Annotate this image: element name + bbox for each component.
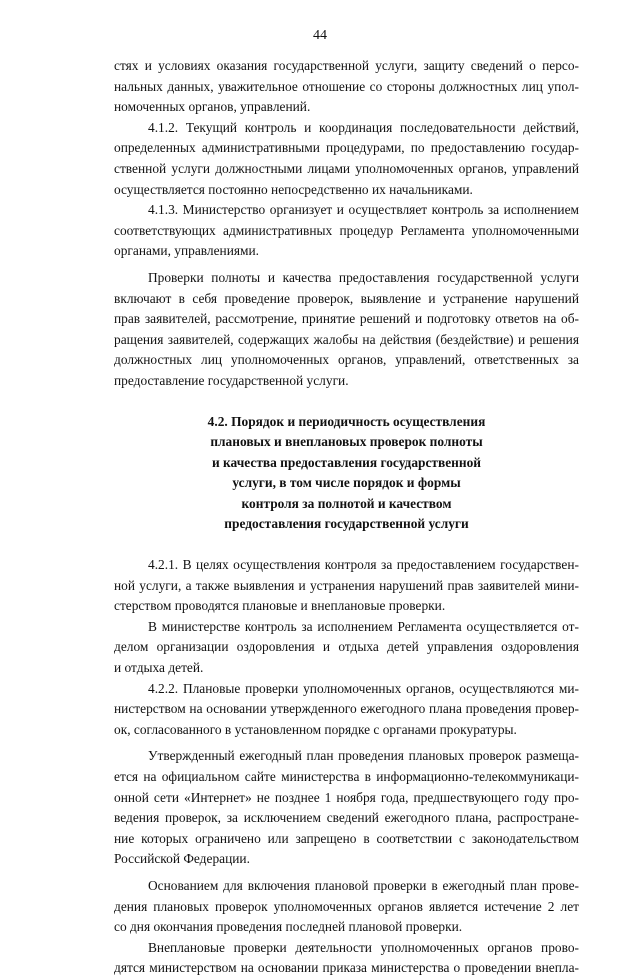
text-line: осуществляется постоянно непосредственно их начальниками. bbox=[114, 181, 473, 197]
text-line: органами, управлениями. bbox=[114, 243, 260, 259]
paragraph-intro-continuation bbox=[114, 56, 579, 118]
text-line: делом организации оздоровления и отдыха детей управления оздоровления bbox=[114, 639, 579, 655]
text-line: прав заявителей, рассмотрение, принятие решений и подготовку ответов на об- bbox=[114, 311, 579, 327]
text-line: включают в себя проведение проверок, выявление и устранение нарушений bbox=[114, 290, 579, 306]
text-line: ок, согласованного в установленном порядке с органами прокуратуры. bbox=[114, 721, 517, 737]
text-line: 4.2.1. В целях осуществления контроля за предоставлением государствен- bbox=[148, 557, 579, 573]
page-number: 44 bbox=[313, 28, 327, 43]
text-line: со дня окончания проведения последней плановой проверки. bbox=[114, 919, 463, 935]
paragraph-4-2-1 bbox=[114, 555, 579, 617]
text-line: ние которых ограничено или запрещено в соответствии с законодательством bbox=[114, 830, 579, 846]
paragraph-4-2-2 bbox=[114, 679, 579, 741]
section-heading-4-2 bbox=[114, 412, 579, 536]
text-line: нистерством на основании утвержденного ежегодного плана проведения провер- bbox=[114, 701, 579, 717]
text-line: 4.1.2. Текущий контроль и координация последовательности действий, bbox=[148, 119, 579, 135]
text-line: дения плановых проверок уполномоченных органов является истечение 2 лет bbox=[114, 898, 579, 914]
paragraph-unplanned-checks bbox=[114, 938, 579, 979]
text-line: 4.2.2. Плановые проверки уполномоченных органов, осуществляются ми- bbox=[148, 680, 579, 696]
paragraph-4-1-2 bbox=[114, 118, 579, 200]
paragraph-inclusion-basis bbox=[114, 876, 579, 938]
heading-line: и качества предоставления государственной bbox=[211, 454, 481, 470]
text-line: Основанием для включения плановой проверки в ежегодный план прове- bbox=[148, 877, 579, 893]
text-line: предоставление государственной услуги. bbox=[114, 372, 349, 388]
text-line: и отдыха детей. bbox=[114, 660, 204, 676]
paragraph-4-1-3 bbox=[114, 200, 579, 262]
paragraph-checks bbox=[114, 268, 579, 392]
heading-line: услуги, в том числе порядок и формы bbox=[232, 475, 461, 491]
text-line: ется на официальном сайте министерства в информационно-телекоммуникаци- bbox=[114, 769, 579, 784]
text-line: Российской Федерации. bbox=[114, 851, 250, 867]
text-line: 4.1.3. Министерство организует и осуществляет контроль за исполнением bbox=[148, 202, 579, 218]
text-line: Утвержденный ежегодный план проведения плановых проверок размеща- bbox=[148, 748, 579, 764]
heading-line: плановых и внеплановых проверок полноты bbox=[210, 434, 483, 450]
heading-line: контроля за полнотой и качеством bbox=[241, 495, 452, 511]
text-line: В министерстве контроль за исполнением Регламента осуществляется от- bbox=[148, 618, 579, 634]
text-line: соответствующих административных процедур Регламента уполномоченными bbox=[114, 222, 579, 238]
text-line: ной услуги, а также выявления и устранения нарушений прав заявителей мини- bbox=[114, 577, 579, 593]
heading-line: предоставления государственной услуги bbox=[224, 516, 469, 532]
text-line: ведения проверок, за исключением сведений ежегодного плана, распростране- bbox=[114, 810, 579, 826]
paragraph-annual-plan bbox=[114, 746, 579, 870]
paragraph-ministry-control bbox=[114, 617, 579, 679]
text-line: стерством проводятся плановые и внеплановые проверки. bbox=[114, 598, 446, 614]
text-line: ственной услуги должностными лицами уполномоченных органов, управлений bbox=[114, 160, 579, 176]
text-line: определенных административными процедурами, по предоставлению государ- bbox=[114, 140, 579, 156]
text-line: Внеплановые проверки деятельности уполномоченных органов прово- bbox=[148, 939, 579, 955]
text-line: дятся министерством на основании приказа министерства о проведении внепла- bbox=[114, 960, 579, 976]
text-line: онной сети «Интернет» не позднее 1 ноября года, предшествующего году про- bbox=[114, 789, 579, 805]
heading-line: 4.2. Порядок и периодичность осуществления bbox=[207, 413, 486, 429]
text-line: номоченных органов, управлений. bbox=[114, 99, 311, 115]
text-line: ращения заявителей, содержащих жалобы на действия (бездействие) и решения bbox=[114, 331, 579, 347]
text-line: Проверки полноты и качества предоставления государственной услуги bbox=[148, 269, 579, 285]
document-body bbox=[114, 56, 579, 979]
text-line: стях и условиях оказания государственной услуги, защиту сведений о персо- bbox=[114, 58, 579, 73]
text-line: нальных данных, уважительное отношение со стороны должностных лиц упол- bbox=[114, 78, 579, 94]
text-line: должностных лиц уполномоченных органов, управлений, ответственных за bbox=[114, 352, 579, 368]
